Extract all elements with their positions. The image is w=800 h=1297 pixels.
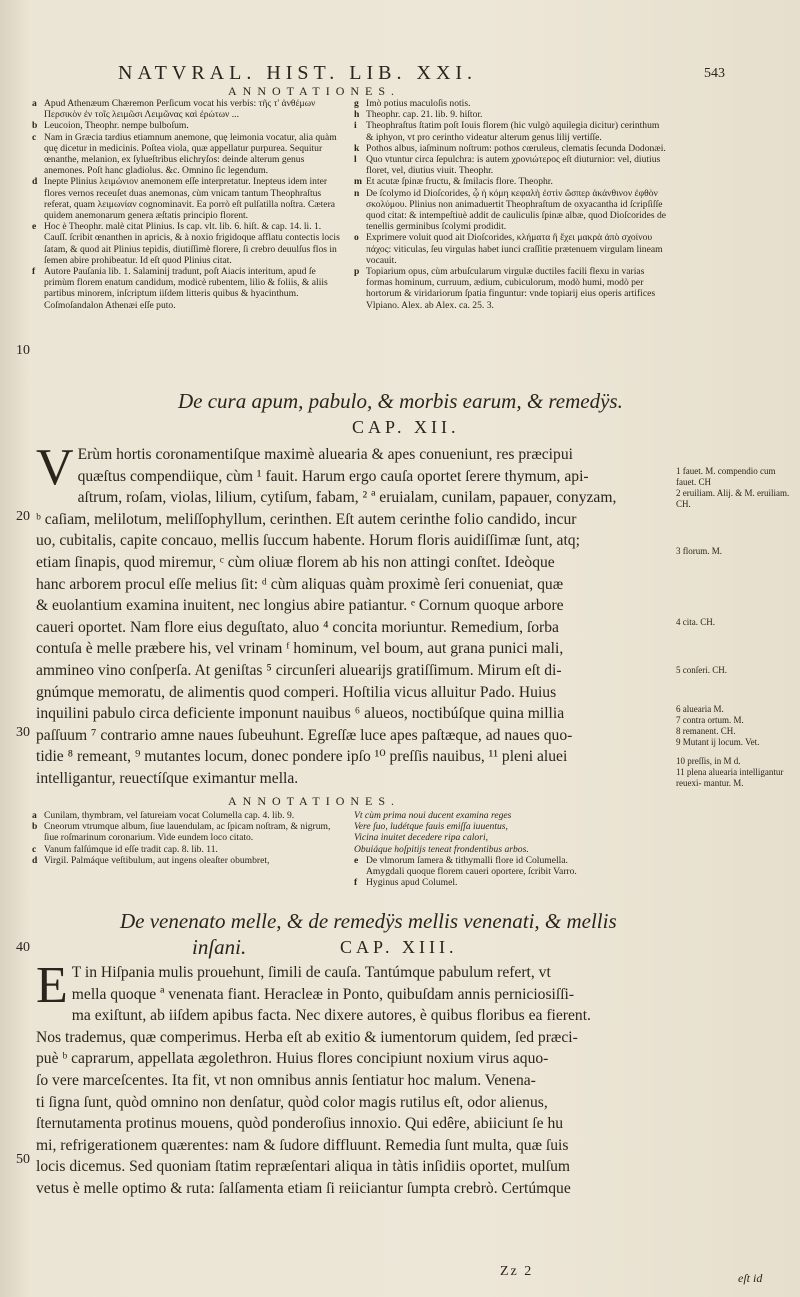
dropcap-v: V — [36, 439, 74, 496]
annotation-note — [32, 855, 344, 866]
note-letter: k — [354, 142, 360, 154]
annotation-note — [354, 232, 666, 266]
text-line: ammineo vino conſperſa. At geniſtas ⁵ circunſeri aluearijs gratiſſimum. Mirum eſt di- — [36, 661, 562, 679]
margin-note: 5 conſeri. CH. — [676, 665, 727, 675]
margin-note: 6 aluearia M. — [676, 704, 724, 714]
annotation-note — [354, 109, 666, 120]
chapter-13-cap: CAP. XIII. — [340, 937, 458, 957]
note-letter: p — [354, 266, 360, 278]
text-line: Erùm hortis coronamentiſque maximè aluearia & apes conueniunt, res præcipui — [77, 446, 573, 463]
margin-note: 7 contra ortum. M. — [676, 715, 744, 725]
note-letter: f — [32, 266, 36, 278]
annotation-note — [32, 810, 344, 821]
text-line: gnúmque memoratu, de alimentis quod comperi. Hoſtilia vicus alluitur Pado. Huius — [36, 683, 557, 701]
annotations-right-column — [354, 98, 666, 311]
annotations-heading: ANNOTATIONES. — [228, 794, 401, 808]
note-letter: g — [354, 98, 359, 109]
note-text: Amygdali quoque florem caueri oportere, ſcribit Varro. — [366, 866, 577, 878]
text-line: intelligantur, reuectíſque eximantur mella. — [36, 769, 299, 787]
annotation-note — [32, 98, 344, 120]
line-number: 10 — [16, 343, 30, 358]
verse-line: Vicina inuitet decedere ripa calori, — [354, 832, 489, 844]
annotation-note — [354, 266, 666, 311]
dropcap-e: E — [36, 957, 68, 1014]
page-number: 543 — [704, 66, 725, 81]
note-text: De vlmorum ſamera & tithymalli flore id Columella. — [366, 854, 568, 866]
chapter-13-title-line2: inſani. — [192, 935, 247, 959]
note-letter: e — [354, 854, 359, 866]
annotations-heading: ANNOTATIONES. — [228, 84, 401, 98]
note-text: Inepte Plinius λειμώνιον anemonem eſſe interpretatur. Inepteus idem inter flores vernos receuſet duas anemonas, cùm vnicam tantum Theophraſtus referat, quam λειμωνίαν cognominavit. Ea porrò eſt pulſatilla noſtra. Cætera quidem anemonarum genera æſtatis principio florent. — [44, 176, 336, 222]
note-text: Vanum falſúmque id eſſe tradit cap. 8. lib. 11. — [44, 843, 218, 855]
text-line: puè ᵇ caprarum, appellata ægolethron. Huius flores concipiunt noxium virus aquo- — [36, 1050, 549, 1068]
annotation-note — [32, 176, 344, 221]
text-line: mella quoque ª venenata fiant. Heracleæ in Ponto, quibuſdam annis perniciosiſſi- — [71, 985, 575, 1003]
note-letter: l — [354, 154, 357, 166]
annotations-2-right-column — [354, 810, 666, 888]
note-text: Virgil. Palmáque veſtibulum, aut ingens oleaſter obumbret, — [44, 854, 270, 866]
annotation-note — [354, 188, 666, 233]
verse-line: Obuiáque hoſpitijs teneat frondentibus arbos. — [354, 843, 529, 855]
note-text: Exprimere voluit quod ait Dioſcorides, κλήματα ἢ ἔχει μακρὰ ἀπὸ σχοίνου πάχος: viticulas, ſeu virgulas habet iunci craſſitie prætenuem virgulam lineam vocauit. — [366, 232, 663, 266]
note-letter: a — [32, 98, 37, 109]
note-text: Nam in Græcia tardius etiamnum anemone, quę leimonia vocatur, alia quàm quę dicetur in medicinis. Poſtea viola, quæ appellatur purpurea. Sequitur œnanthe, melanion, ex ſylueſtribus elichryſos: deinde alterum genus anemones. Poſt hanc gladiolus. &c. Omnino ſic legendum. — [44, 131, 337, 177]
line-number: 50 — [16, 1152, 30, 1167]
text-line: vetus è melle optimo & ruta: ſalſamenta etiam ſi reiiciantur ſumpta crebrò. Certúmque — [36, 1179, 571, 1197]
note-text: Leucoion, Theophr. nempe bulboſum. — [44, 120, 189, 132]
text-line: caueri oportet. Nam flore eius deguſtato, aluo ⁴ concita moriuntur. Remedium, ſorba — [36, 618, 559, 636]
note-text: Autore Pauſania lib. 1. Salaminij tradunt, poſt Aiacis interitum, apud ſe primùm florem enatum candidum, modicè rubentem, lilio & foliis, & aliis partibus minorem, inſcriptum iiſdem litteris quibus & hyacinthum. Coſmoſandalon Athenæi eſſe puto. — [44, 266, 328, 311]
note-letter: n — [354, 187, 360, 199]
text-line: etiam ſinapis, quod miremur, ᶜ cùm oliuæ florem ab his non attingi conſtet. Ideòque — [36, 553, 555, 571]
margin-note: 1 fauet. M. compendio cum fauet. CH — [676, 466, 776, 487]
signature-mark: Zz 2 — [500, 1264, 534, 1279]
note-letter: e — [32, 221, 37, 233]
annotation-note — [32, 221, 344, 266]
note-letter: b — [32, 120, 38, 132]
annotation-note — [354, 866, 666, 877]
text-line: ſo vere marceſcentes. Ita fit, vt non omnibus annis ſentiatur hoc malum. Venena- — [36, 1071, 536, 1089]
margin-note: 11 plena aluearia intelligantur reuexi- mantur. M. — [676, 767, 784, 788]
annotation-note — [354, 98, 666, 109]
text-line: ma exiſtunt, ab iiſdem apibus facta. Nec dixere autores, è quibus floribus ea fierent. — [71, 1007, 591, 1025]
note-text: Apud Athenæum Chæremon Perſicum vocat his verbis: τῆς τ' ἀνθέμων Περσικὸν ἐν τοῖς λειμῶσι Λειμῶνας καὶ ἐρώτων ... — [44, 98, 316, 121]
note-letter: c — [32, 843, 37, 855]
annotation-note — [32, 821, 344, 843]
chapter-13-title-line1: De venenato melle, & de remedÿs mellis venenati, & mellis — [120, 909, 617, 933]
catchword: eſt id — [738, 1271, 763, 1285]
annotation-note — [354, 855, 666, 866]
annotation-note — [354, 120, 666, 142]
note-text: Pothos albus, iaſminum noſtrum: pothos cœruleus, clematis ſecunda Dodonæi. — [366, 142, 666, 154]
annotation-note — [354, 877, 666, 888]
margin-note: 8 remanent. CH. — [676, 726, 736, 736]
text-line: quæſtus compendiique, cùm ¹ fauit. Harum ergo cauſa oportet ſerere thymum, api- — [77, 467, 589, 485]
margin-note: 9 Mutant ij locum. Vet. — [676, 737, 760, 747]
note-letter: b — [32, 821, 38, 833]
line-number: 20 — [16, 509, 30, 524]
chapter-12-body — [36, 439, 668, 790]
note-letter: c — [32, 131, 37, 143]
text-line: aſtrum, roſam, violas, lilium, cytiſum, fabam, ² ª eruialam, cunilam, papauer, conyzam, — [77, 489, 617, 507]
annotation-note — [354, 176, 666, 187]
annotations-left-column — [32, 98, 344, 311]
annotation-note — [32, 844, 344, 855]
text-line: inquilini pabulo circa deficiente imponunt nauibus ⁶ alueos, noctibúſque quina millia — [36, 705, 565, 723]
chapter-12-title: De cura apum, pabulo, & morbis earum, & remedÿs. — [178, 389, 623, 413]
text-line: ti ſigna ſunt, quòd omnino non denſatur, quòd color magis rutilus eſt, odor alienus, — [36, 1093, 548, 1111]
text-line: locis dicemus. Sed quoniam ſtatim repræſentari aliqua in tàtis inſidiis oportet, mulſum — [36, 1158, 571, 1176]
running-header-title: NATVRAL. HIST. LIB. XXI. — [118, 62, 478, 84]
text-line: paſſuum ⁷ contrario amne naues ſubeuhunt. Egreſſæ luce apes paſtæque, ad naues quo- — [36, 726, 573, 744]
margin-note: 2 eruiliam. Alij. & M. eruiliam. CH. — [676, 488, 790, 509]
note-letter: m — [354, 176, 362, 188]
annotation-note — [32, 266, 344, 311]
text-line: & euolantium examina inuitent, nec longius abire patiantur. ᵉ Cornum quoque arbore — [36, 597, 564, 615]
note-text: Quo vtuntur circa ſepulchra: is autem χρονιώτερος eſt diuturnior: vel, diutius floret, vel, diutius viuit. Theophr. — [366, 154, 661, 177]
note-letter: d — [32, 854, 38, 866]
note-letter: o — [354, 232, 359, 244]
note-letter: i — [354, 120, 357, 132]
annotation-note — [32, 120, 344, 131]
margin-note: 4 cita. CH. — [676, 617, 715, 627]
note-text: Cneorum vtrumque album, ſiue lauendulam, ac ſpicam noſtram, & nigrum, ſiue roſmarinum coronarium. Vide eundem loco citato. — [44, 821, 331, 844]
note-text: Topiarium opus, cùm arbuſcularum virgulæ ductiles facili flexu in varias formas hominum, curruum, ædium, cubiculorum, modò humi, modò per hortorum & viridariorum ſpatia finguntur: vnde topiarij eius operis artifices Vlpiano. Alex. ab Alex. ca. 25. 3. — [366, 266, 656, 311]
annotations-2-left-column — [32, 810, 344, 866]
text-line: T in Hiſpania mulis prouehunt, ſimili de cauſa. Tantúmque pabulum refert, vt — [71, 964, 551, 981]
verse-line: Vere ſuo, ludétque fauis emiſſa iuuentus, — [354, 821, 508, 833]
chapter-13-body — [36, 957, 668, 1200]
text-line: contuſa è melle præbere his, vel vrinam ᶠ hominum, vel boum, aut grana punici mali, — [36, 640, 564, 658]
note-text: Imò potius maculoſis notis. — [366, 98, 471, 109]
line-number: 40 — [16, 940, 30, 955]
line-number: 30 — [16, 725, 30, 740]
note-letter: a — [32, 810, 37, 821]
note-letter: f — [354, 877, 358, 889]
annotation-note — [354, 143, 666, 154]
annotation-note — [354, 154, 666, 176]
text-line: mi, refrigerationem quærentes: nam & ſudore diffluunt. Remedia ſunt multa, quæ ſuis — [36, 1136, 569, 1154]
text-line: ſternutamenta protinus mouens, quòd ponderoſius innoxio. Qui edêre, abiiciunt ſe hu — [36, 1115, 564, 1133]
chapter-12-cap: CAP. XII. — [352, 417, 460, 437]
text-line: Nos trademus, quæ comperimus. Herba eſt ab exitio & iumentorum quidem, ſed præci- — [36, 1028, 578, 1046]
note-text: De ſcolymo id Dioſcorides, ᾧ ἡ κόμη κεφαλὴ ἐστὶν ὥσπερ ἀκάνθινον ἐφθὸν σκολύμου. Plinius non animaduertit Theophraſtum de oxyacantha id ſcripſiſſe quod citat: & intempeſtiuè addit de cauliculis ſpinæ albæ, quod Dioſcorides de tenellis germinibus ſcolymi prodidit. — [366, 187, 667, 233]
note-text: Hoc è Theophr. malè citat Plinius. Is cap. vlt. lib. 6. hiſt. & cap. 14. li. 1. Cauſſ. ſcribit œnanthen in apricis, & à noxio frigidoque afflatu contectis locis ſatam, & quod ait Plinius tepidis, diutiſſimè florere, ſi crebro deuulſus flos in ſemen abire prohibeatur. Id eſt quod Plinius citat. — [44, 221, 340, 266]
note-letter: d — [32, 176, 38, 188]
note-text: Hyginus apud Columel. — [366, 877, 458, 889]
text-line: hanc arborem procul eſſe melius ſit: ᵈ cùm aliquas quàm proximè ſeri conueniat, quæ — [36, 575, 564, 593]
note-letter: h — [354, 109, 360, 121]
verse-line: Vt cùm prima noui ducent examina reges — [354, 810, 512, 821]
annotation-note — [32, 132, 344, 177]
text-line: ᵇ caſiam, melilotum, meliſſophyllum, cerinthen. Eſt autem cerinthe folio candido, incur — [36, 510, 577, 528]
note-text: Theophraſtus ſtatim poſt Iouis florem (hic vulgò aquilegia dicitur) cerinthum & iphyon, vt pro cerintho videatur alterum genus lilij vertiſſe. — [366, 120, 660, 143]
note-text: Theophr. cap. 21. lib. 9. hiſtor. — [366, 109, 483, 121]
text-line: uo, cubitalis, capite concauo, mellis ſuccum habente. Horum floris auidiſſimæ ſunt, atq; — [36, 532, 580, 550]
text-line: tidie ⁸ remeant, ⁹ mutantes locum, donec pondere ipſo ¹⁰ preſſis nauibus, ¹¹ pleni aluei — [36, 748, 568, 766]
note-text: Et acutæ ſpinæ fructu, & ſmilacis flore. Theophr. — [366, 176, 553, 188]
margin-note: 10 preſſis, in M d. — [676, 756, 741, 766]
margin-note: 3 florum. M. — [676, 546, 722, 556]
note-text: Cunilam, thymbram, vel ſatureiam vocat Columella cap. 4. lib. 9. — [44, 810, 295, 821]
